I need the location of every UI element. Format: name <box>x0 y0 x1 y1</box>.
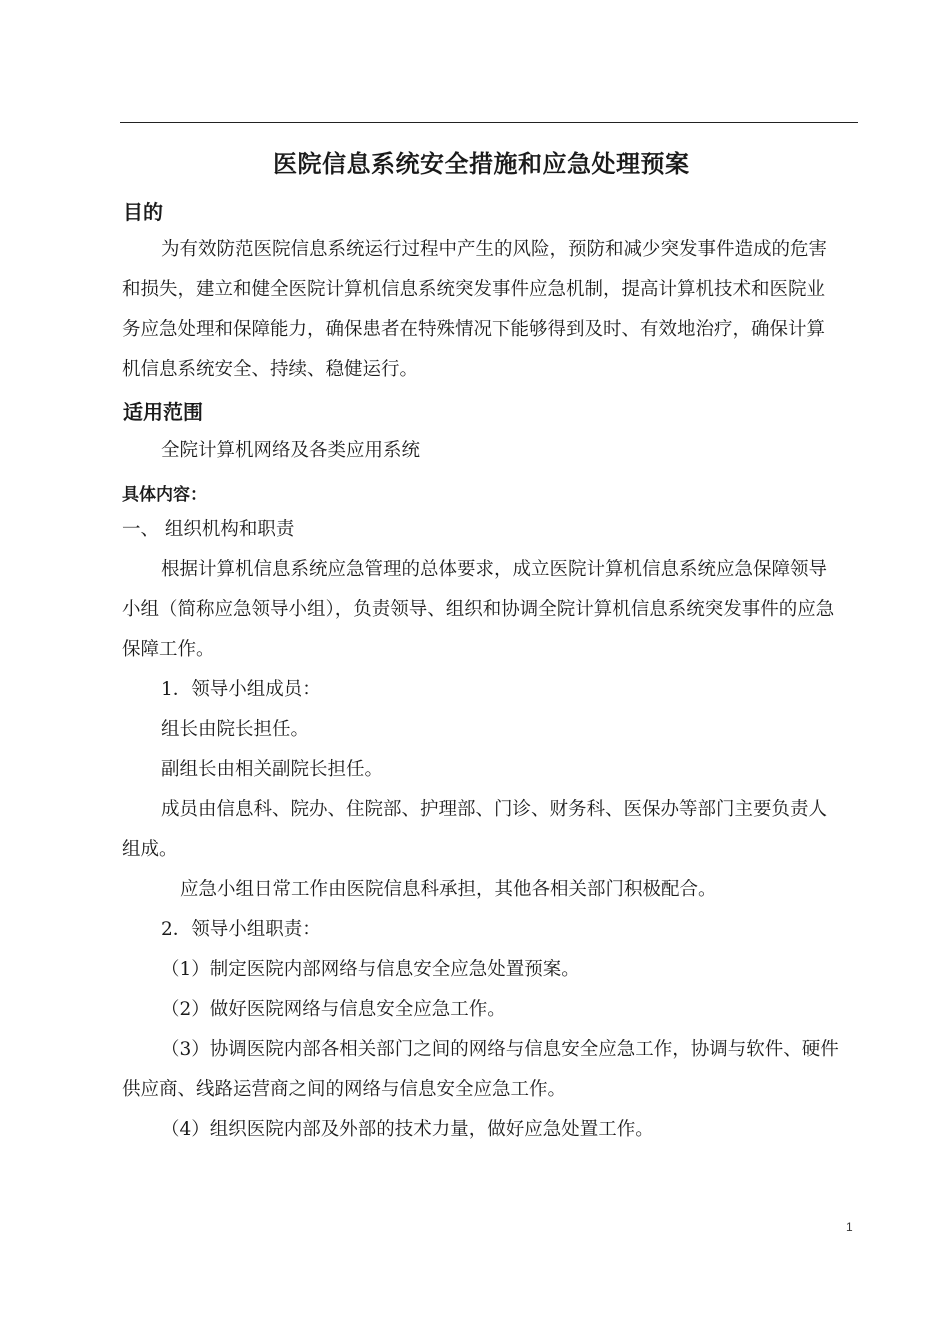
purpose-line-1: 为有效防范医院信息系统运行过程中产生的风险，预防和减少突发事件造成的危害 <box>161 239 828 260</box>
purpose-line-3: 务应急处理和保障能力，确保患者在特殊情况下能够得到及时、有效地治疗，确保计算 <box>122 319 826 340</box>
duty-4: （4）组织医院内部及外部的技术力量，做好应急处置工作。 <box>161 1119 654 1140</box>
duty-1: （1）制定医院内部网络与信息安全应急处置预案。 <box>161 959 580 980</box>
page-number: 1 <box>846 1220 853 1234</box>
duty-3-line-1: （3）协调医院内部各相关部门之间的网络与信息安全应急工作，协调与软件、硬件 <box>161 1039 839 1060</box>
deputy-text: 副组长由相关副院长担任。 <box>161 759 384 780</box>
intro-line-1: 根据计算机信息系统应急管理的总体要求，成立医院计算机信息系统应急保障领导 <box>161 559 828 580</box>
heading-purpose: 目的 <box>123 200 163 224</box>
intro-line-3: 保障工作。 <box>122 639 215 660</box>
heading-content: 具体内容： <box>122 485 207 505</box>
document-title: 医院信息系统安全措施和应急处理预案 <box>273 150 690 178</box>
members-line-1: 成员由信息科、院办、住院部、护理部、门诊、财务科、医保办等部门主要负责人 <box>161 799 828 820</box>
members-line-2: 组成。 <box>122 839 178 860</box>
duties-heading: 2．领导小组职责： <box>161 919 321 940</box>
scope-text: 全院计算机网络及各类应用系统 <box>161 440 421 461</box>
leader-text: 组长由院长担任。 <box>161 719 310 740</box>
purpose-line-4: 机信息系统安全、持续、稳健运行。 <box>122 359 419 380</box>
duty-2: （2）做好医院网络与信息安全应急工作。 <box>161 999 506 1020</box>
header-rule <box>120 122 858 123</box>
purpose-line-2: 和损失，建立和健全医院计算机信息系统突发事件应急机制，提高计算机技术和医院业 <box>122 279 826 300</box>
subheading-organization: 一、 组织机构和职责 <box>122 519 295 540</box>
daily-work-text: 应急小组日常工作由医院信息科承担，其他各相关部门积极配合。 <box>180 879 717 900</box>
heading-scope: 适用范围 <box>123 400 203 424</box>
duty-3-line-2: 供应商、线路运营商之间的网络与信息安全应急工作。 <box>122 1079 567 1100</box>
members-heading: 1．领导小组成员： <box>161 679 321 700</box>
intro-line-2: 小组（简称应急领导小组），负责领导、组织和协调全院计算机信息系统突发事件的应急 <box>122 599 835 620</box>
